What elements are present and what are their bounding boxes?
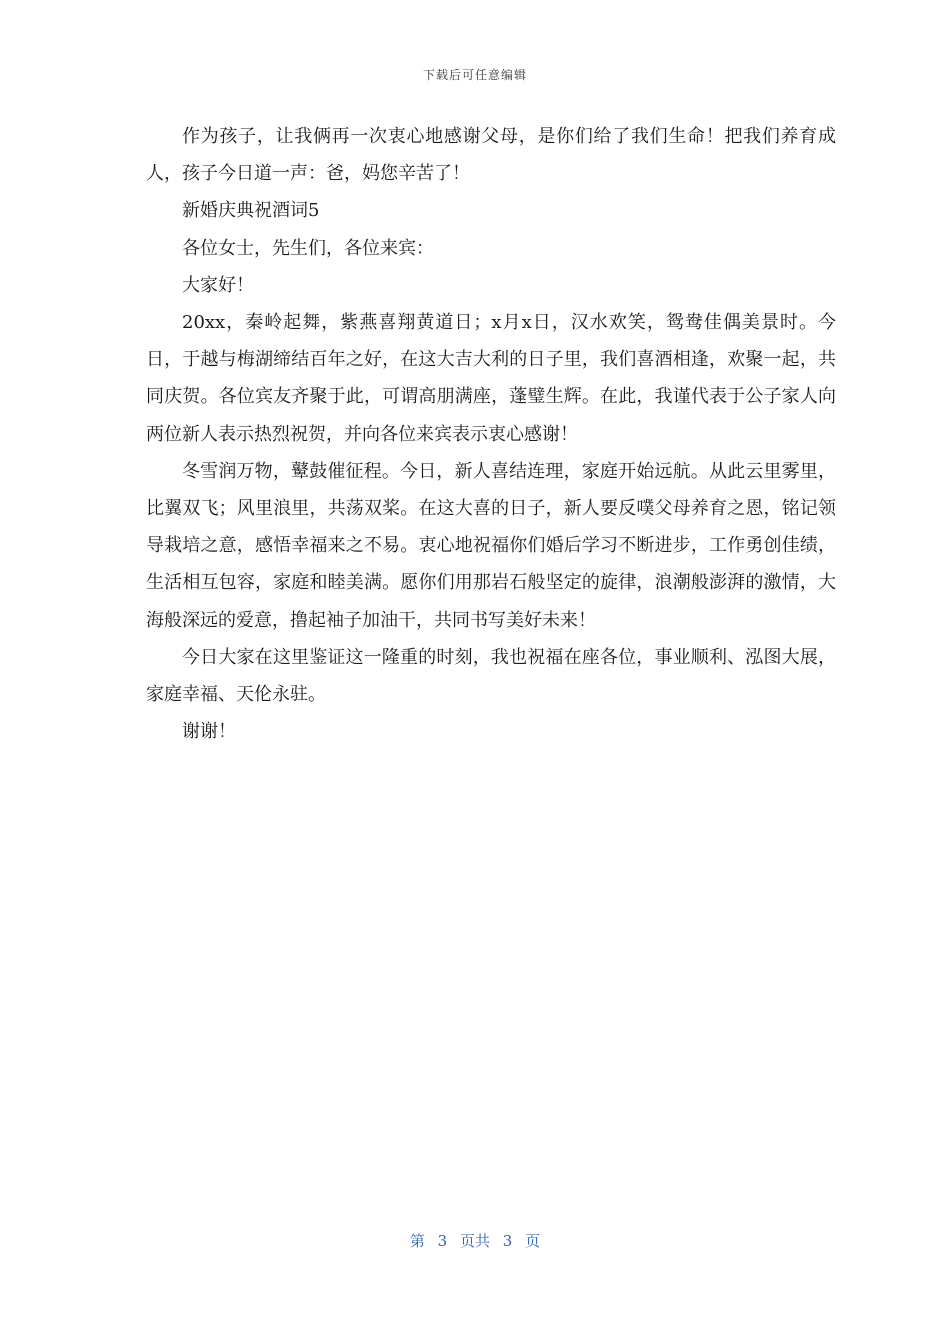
greeting-guests: 各位女士，先生们，各位来宾： xyxy=(182,237,434,259)
paragraph-closing: 谢谢！ xyxy=(182,721,236,743)
paragraph-blessing: 冬雪润万物，鼙鼓催征程。今日，新人喜结连理，家庭开始远航。从此云里雾里，比翼双飞；风里浪里，共荡双桨。在这大喜的日子，新人要反噗父母养育之恩，铭记领导栽培之意，感悟幸福来之不易。衷心地祝福你们婚后学习不断进步，工作勇创佳绩，生活相互包容，家庭和睦美满。愿你们用那岩石般坚定的旋律，浪潮般澎湃的激情，大海般深远的爱意，撸起袖子加油干，共同书写美好未来！ xyxy=(146,460,836,631)
page-number: 第 3 页共 3 页 xyxy=(409,1232,541,1250)
document-body xyxy=(146,118,836,750)
paragraph-opening: 20xx，秦岭起舞，紫燕喜翔黄道日；x月x日，汉水欢笑，鸳鸯佳偶美景时。今日，于越与梅湖缔结百年之好，在这大吉大利的日子里，我们喜酒相逢，欢聚一起，共同庆贺。各位宾友齐聚于此，可谓高朋满座，蓬璧生辉。在此，我谨代表于公子家人向两位新人表示热烈祝贺，并向各位来宾表示衷心感谢！ xyxy=(146,312,836,445)
page-header: 下载后可任意编辑 xyxy=(422,68,527,82)
paragraph-wishes: 今日大家在这里鉴证这一隆重的时刻，我也祝福在座各位，事业顺利、泓图大展，家庭幸福、天伦永驻。 xyxy=(146,646,836,706)
paragraph-thanks-parents: 作为孩子，让我俩再一次衷心地感谢父母，是你们给了我们生命！把我们养育成人，孩子今日道一声：爸，妈您辛苦了！ xyxy=(146,126,836,185)
section-title: 新婚庆典祝酒词5 xyxy=(182,200,320,222)
greeting-hello: 大家好！ xyxy=(182,274,254,296)
